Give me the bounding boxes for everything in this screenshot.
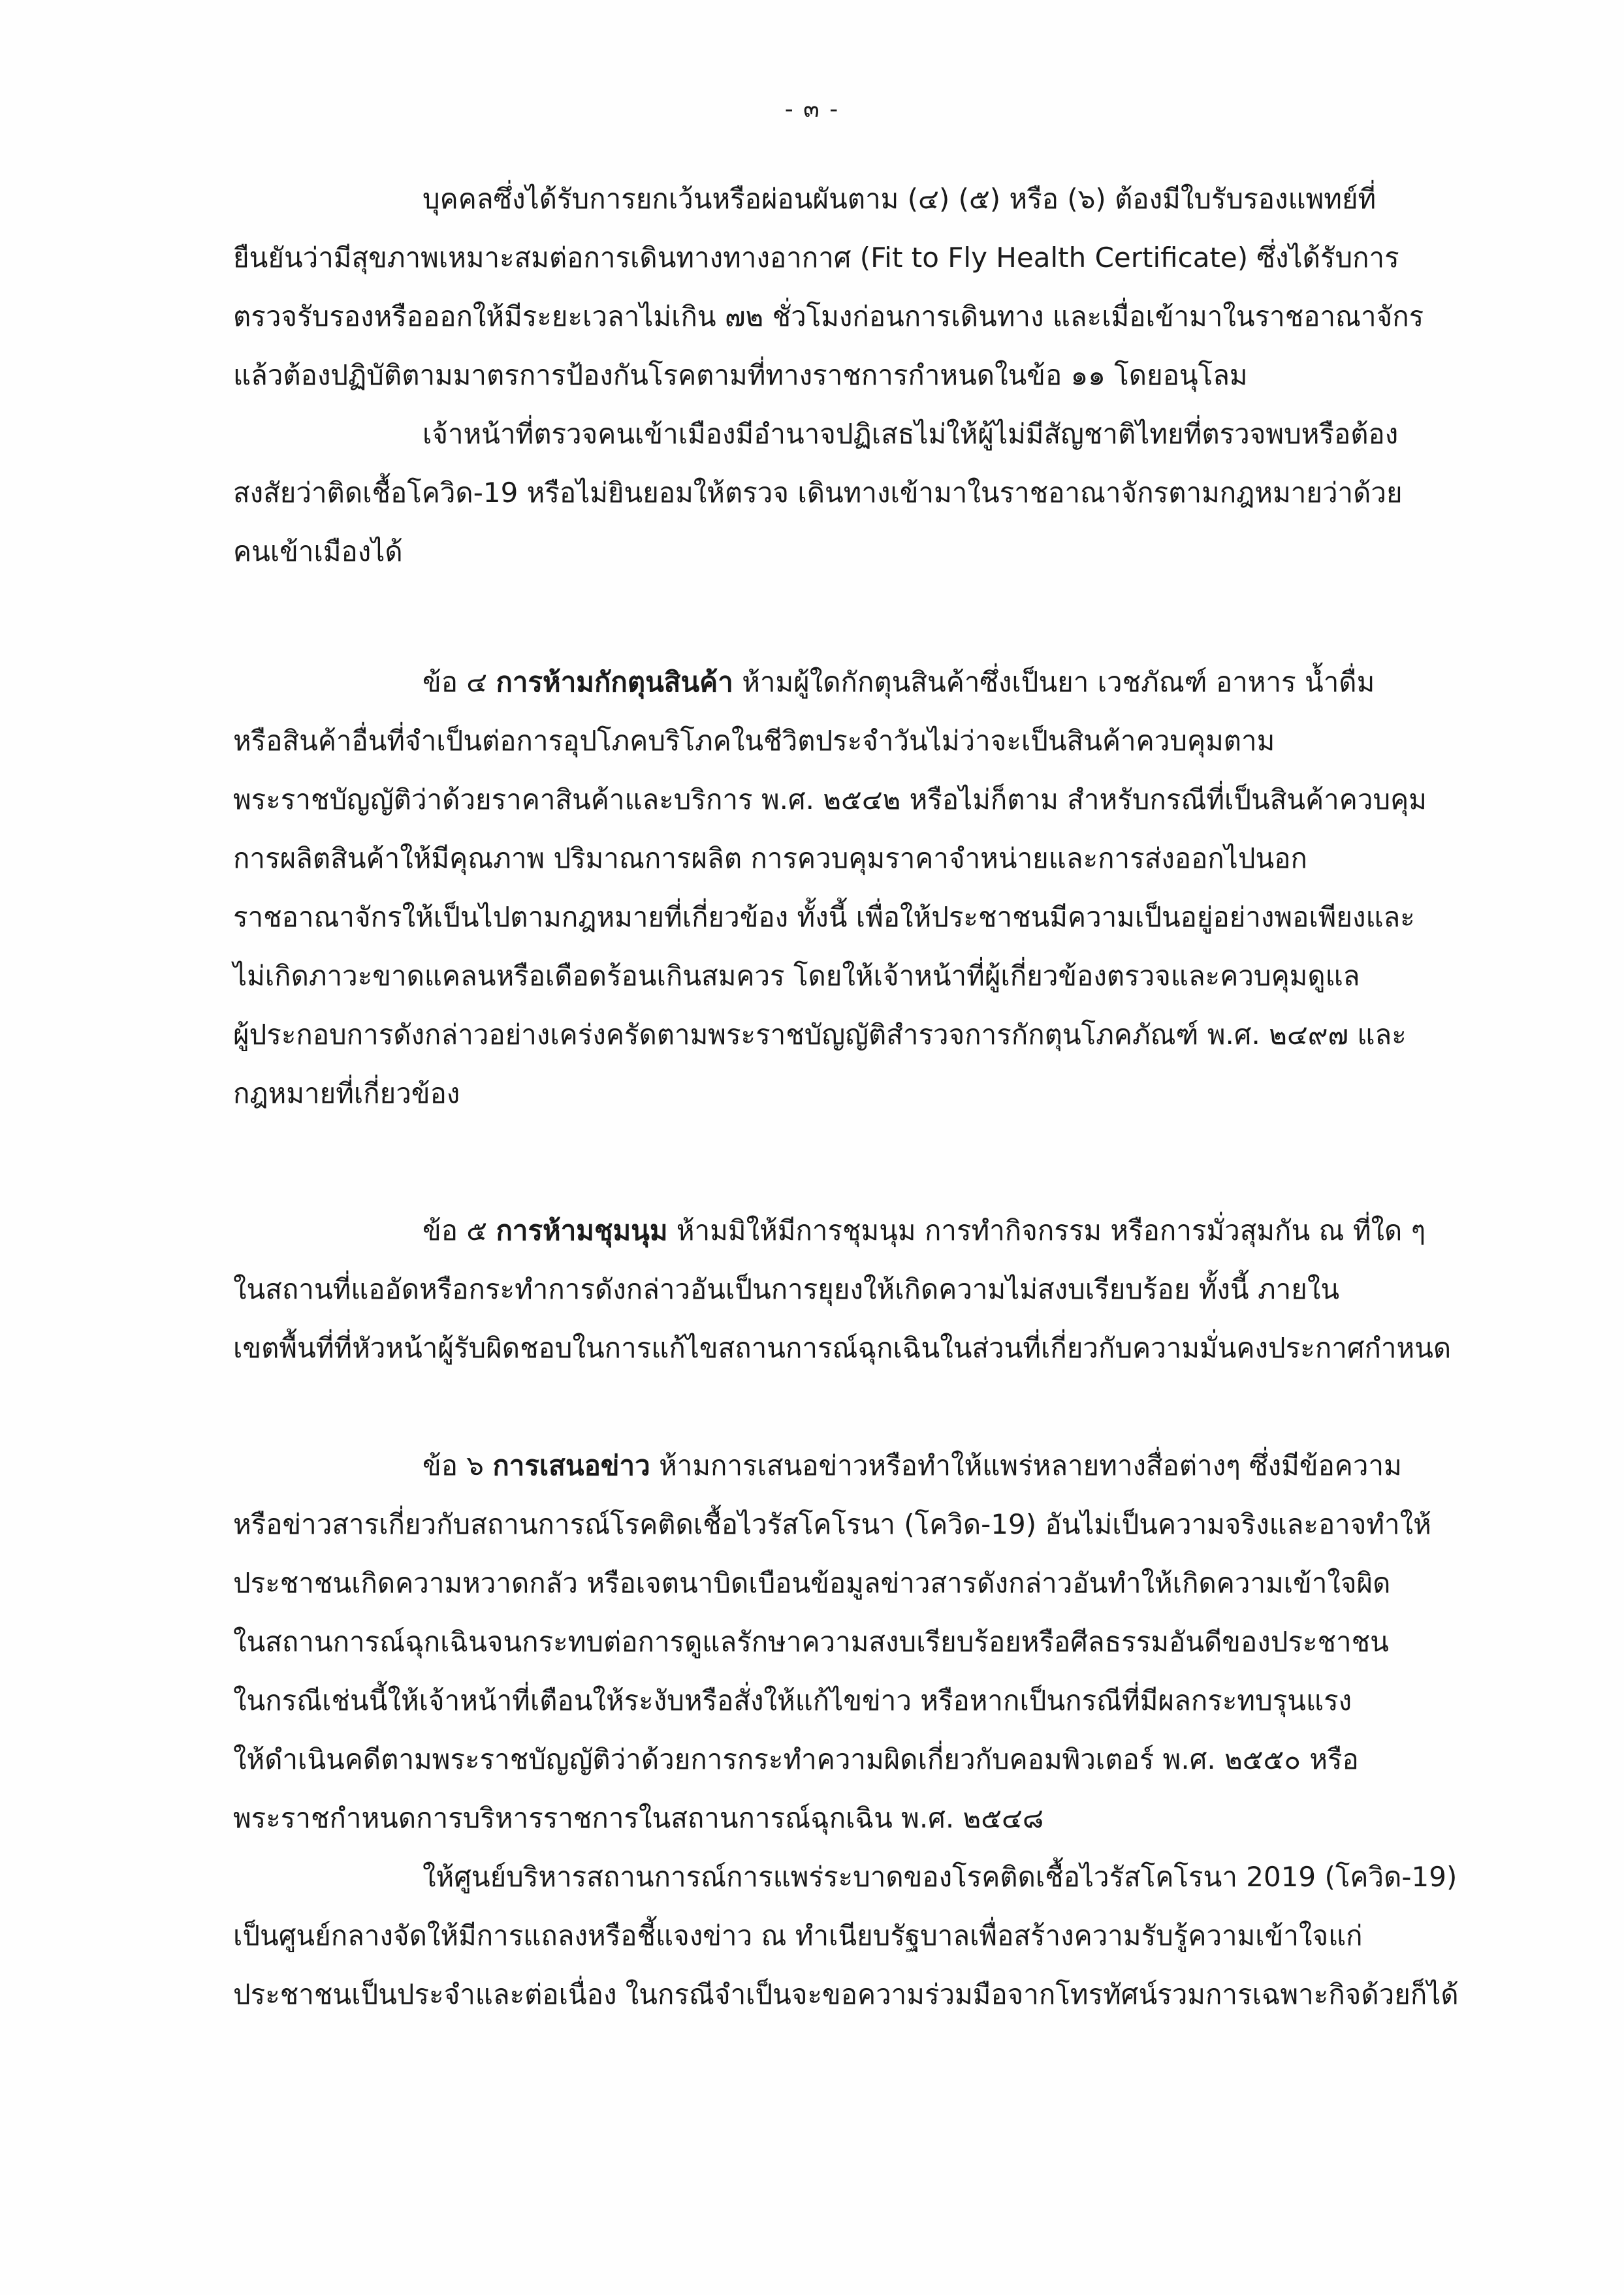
- text-line: กฎหมายที่เกี่ยวข้อง: [233, 1077, 460, 1109]
- text-line: ในสถานการณ์ฉุกเฉินจนกระทบต่อการดูแลรักษาความสงบเรียบร้อยหรือศีลธรรมอันดีของประชาชน: [233, 1626, 1389, 1658]
- clause-heading-line: [233, 653, 1474, 712]
- clause-number: ข้อ ๕: [422, 1214, 488, 1246]
- clause-text: ห้ามมิให้มีการชุมนุม การทำกิจกรรม หรือการมั่วสุมกัน ณ ที่ใด ๆ: [676, 1214, 1426, 1246]
- clause-number: ข้อ ๖: [422, 1449, 484, 1481]
- text-line: เจ้าหน้าที่ตรวจคนเข้าเมืองมีอำนาจปฏิเสธไม่ให้ผู้ไม่มีสัญชาติไทยที่ตรวจพบหรือต้อง: [422, 418, 1399, 450]
- text-line: เป็นศูนย์กลางจัดให้มีการแถลงหรือชี้แจงข่าว ณ ทำเนียบรัฐบาลเพื่อสร้างความรับรู้ความเข้าใจแก่: [233, 1920, 1363, 1952]
- paragraph-covid-center: [233, 1848, 1474, 2024]
- text-line: การผลิตสินค้าให้มีคุณภาพ ปริมาณการผลิต การควบคุมราคาจำหน่ายและการส่งออกไปนอก: [233, 842, 1307, 874]
- clause-5-assembly: [233, 1201, 1474, 1378]
- text-line: ให้ดำเนินคดีตามพระราชบัญญัติว่าด้วยการกระทำความผิดเกี่ยวกับคอมพิวเตอร์ พ.ศ. ๒๕๕๐ หรือ: [233, 1743, 1359, 1775]
- text-line: ตรวจรับรองหรือออกให้มีระยะเวลาไม่เกิน ๗๒ ชั่วโมงก่อนการเดินทาง และเมื่อเข้ามาในราชอาณาจักร: [233, 300, 1424, 332]
- text-line: ประชาชนเป็นประจำและต่อเนื่อง ในกรณีจำเป็นจะขอความร่วมมือจากโทรทัศน์รวมการเฉพาะกิจด้วยก็ได้: [233, 1978, 1459, 2010]
- clause-4-hoarding: [233, 653, 1474, 1123]
- paragraph-exemption-certificate: [233, 170, 1474, 405]
- clause-text: ห้ามผู้ใดกักตุนสินค้าซึ่งเป็นยา เวชภัณฑ์ อาหาร น้ำดื่ม: [742, 666, 1375, 698]
- paragraph-immigration-refusal: [233, 405, 1474, 581]
- clause-title: การห้ามกักตุนสินค้า: [496, 666, 733, 698]
- clause-title: การห้ามชุมนุม: [496, 1214, 668, 1246]
- text-line: แล้วต้องปฏิบัติตามมาตรการป้องกันโรคตามที่ทางราชการกำหนดในข้อ ๑๑ โดยอนุโลม: [233, 359, 1248, 391]
- clause-heading-line: [233, 1436, 1474, 1495]
- text-line: พระราชกำหนดการบริหารราชการในสถานการณ์ฉุกเฉิน พ.ศ. ๒๕๔๘: [233, 1802, 1044, 1834]
- text-line: ในกรณีเช่นนี้ให้เจ้าหน้าที่เตือนให้ระงับหรือสั่งให้แก้ไขข่าว หรือหากเป็นกรณีที่มีผลกระทบรุนแรง: [233, 1685, 1352, 1717]
- text-line: เขตพื้นที่ที่หัวหน้าผู้รับผิดชอบในการแก้ไขสถานการณ์ฉุกเฉินในส่วนที่เกี่ยวกับความมั่นคงประกาศกำหนด: [233, 1332, 1452, 1364]
- text-line: ราชอาณาจักรให้เป็นไปตามกฎหมายที่เกี่ยวข้อง ทั้งนี้ เพื่อให้ประชาชนมีความเป็นอยู่อย่างพอเพียงและ: [233, 901, 1415, 933]
- text-line: หรือข่าวสารเกี่ยวกับสถานการณ์โรคติดเชื้อไวรัสโคโรนา (โควิด-19) อันไม่เป็นความจริงและอาจทำให้: [233, 1508, 1431, 1540]
- clause-text: ห้ามการเสนอข่าวหรือทำให้แพร่หลายทางสื่อต่างๆ ซึ่งมีข้อความ: [659, 1449, 1402, 1481]
- text-line: ให้ศูนย์บริหารสถานการณ์การแพร่ระบาดของโรคติดเชื้อไวรัสโคโรนา 2019 (โควิด-19): [422, 1861, 1457, 1893]
- clause-number: ข้อ ๔: [422, 666, 488, 698]
- clause-heading-line: [233, 1201, 1474, 1260]
- text-line: พระราชบัญญัติว่าด้วยราคาสินค้าและบริการ พ.ศ. ๒๕๔๒ หรือไม่ก็ตาม สำหรับกรณีที่เป็นสินค้าควบคุม: [233, 783, 1427, 815]
- page-number: - ๓ -: [784, 96, 840, 123]
- text-line: ไม่เกิดภาวะขาดแคลนหรือเดือดร้อนเกินสมควร โดยให้เจ้าหน้าที่ผู้เกี่ยวข้องตรวจและควบคุมดูแล: [233, 960, 1360, 992]
- clause-6-news: [233, 1436, 1474, 1848]
- clause-title: การเสนอข่าว: [492, 1449, 650, 1481]
- text-line: สงสัยว่าติดเชื้อโควิด-19 หรือไม่ยินยอมให้ตรวจ เดินทางเข้ามาในราชอาณาจักรตามกฎหมายว่าด้วย: [233, 477, 1403, 509]
- text-line: คนเข้าเมืองได้: [233, 535, 403, 567]
- text-line: ยืนยันว่ามีสุขภาพเหมาะสมต่อการเดินทางทางอากาศ (Fit to Fly Health Certificate) ซึ่งได้รับการ: [233, 242, 1399, 274]
- text-line: บุคคลซึ่งได้รับการยกเว้นหรือผ่อนผันตาม (๔) (๕) หรือ (๖) ต้องมีใบรับรองแพทย์ที่: [422, 183, 1377, 215]
- text-line: หรือสินค้าอื่นที่จำเป็นต่อการอุปโภคบริโภคในชีวิตประจำวันไม่ว่าจะเป็นสินค้าควบคุมตาม: [233, 725, 1275, 757]
- text-line: ในสถานที่แออัดหรือกระทำการดังกล่าวอันเป็นการยุยงให้เกิดความไม่สงบเรียบร้อย ทั้งนี้ ภายใน: [233, 1273, 1340, 1305]
- text-line: ผู้ประกอบการดังกล่าวอย่างเคร่งครัดตามพระราชบัญญัติสำรวจการกักตุนโภคภัณฑ์ พ.ศ. ๒๔๙๗ และ: [233, 1019, 1407, 1051]
- text-line: ประชาชนเกิดความหวาดกลัว หรือเจตนาบิดเบือนข้อมูลข่าวสารดังกล่าวอันทำให้เกิดความเข้าใจผิด: [233, 1567, 1391, 1599]
